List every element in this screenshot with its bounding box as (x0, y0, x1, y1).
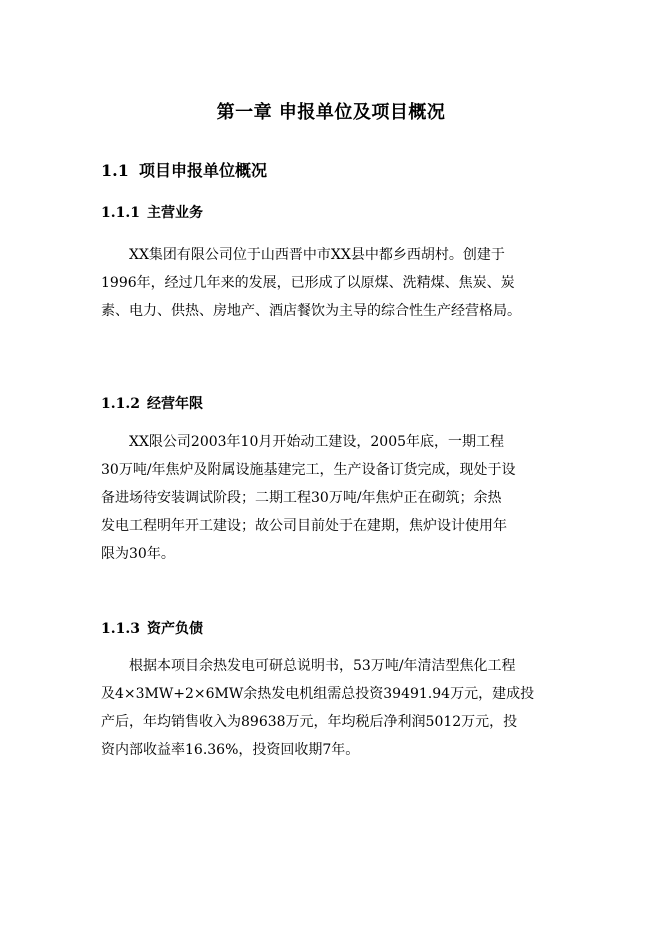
subsection-title: 经营年限 (147, 396, 203, 412)
paragraph-line: 根据本项目余热发电可研总说明书，53万吨/年清洁型焦化工程 (101, 658, 516, 674)
subsection-number: 1.1.2 (101, 396, 140, 412)
paragraph-line: 1996年，经过几年来的发展，已形成了以原煤、洗精煤、焦炭、炭 (101, 275, 515, 291)
chapter-title: 第一章 申报单位及项目概况 (216, 102, 446, 123)
subsection-heading-1-1-3 (101, 618, 203, 638)
paragraph-line: 限为30年。 (101, 546, 175, 562)
paragraph-line: 产后，年均销售收入为89638万元，年均税后净利润5012万元，投 (101, 714, 518, 730)
paragraph-line: XX集团有限公司位于山西晋中市XX县中都乡西胡村。创建于 (101, 247, 505, 263)
paragraph-line: XX限公司2003年10月开始动工建设，2005年底，一期工程 (101, 434, 505, 450)
section-heading-1-1 (101, 158, 267, 181)
paragraph-assets-liabilities (101, 652, 562, 764)
paragraph-line: 素、电力、供热、房地产、酒店餐饮为主导的综合性生产经营格局。 (101, 303, 521, 319)
paragraph-line: 资内部收益率16.36%，投资回收期7年。 (101, 742, 360, 758)
subsection-title: 主营业务 (147, 205, 203, 221)
paragraph-operating-years (101, 428, 562, 568)
section-number: 1.1 (101, 161, 129, 180)
paragraph-line: 备进场待安装调试阶段；二期工程30万吨/年焦炉正在砌筑；余热 (101, 490, 502, 506)
subsection-title: 资产负债 (147, 621, 203, 637)
subsection-heading-1-1-1 (101, 202, 203, 222)
subsection-heading-1-1-2 (101, 393, 203, 413)
subsection-number: 1.1.3 (101, 621, 140, 637)
paragraph-line: 发电工程明年开工建设；故公司目前处于在建期，焦炉设计使用年 (101, 518, 507, 534)
paragraph-line: 30万吨/年焦炉及附属设施基建完工，生产设备订货完成，现处于设 (101, 462, 516, 478)
subsection-number: 1.1.1 (101, 205, 140, 221)
paragraph-line: 及4×3MW+2×6MW余热发电机组需总投资39491.94万元，建成投 (101, 686, 535, 702)
paragraph-main-business (101, 241, 562, 325)
section-title: 项目申报单位概况 (139, 161, 268, 180)
